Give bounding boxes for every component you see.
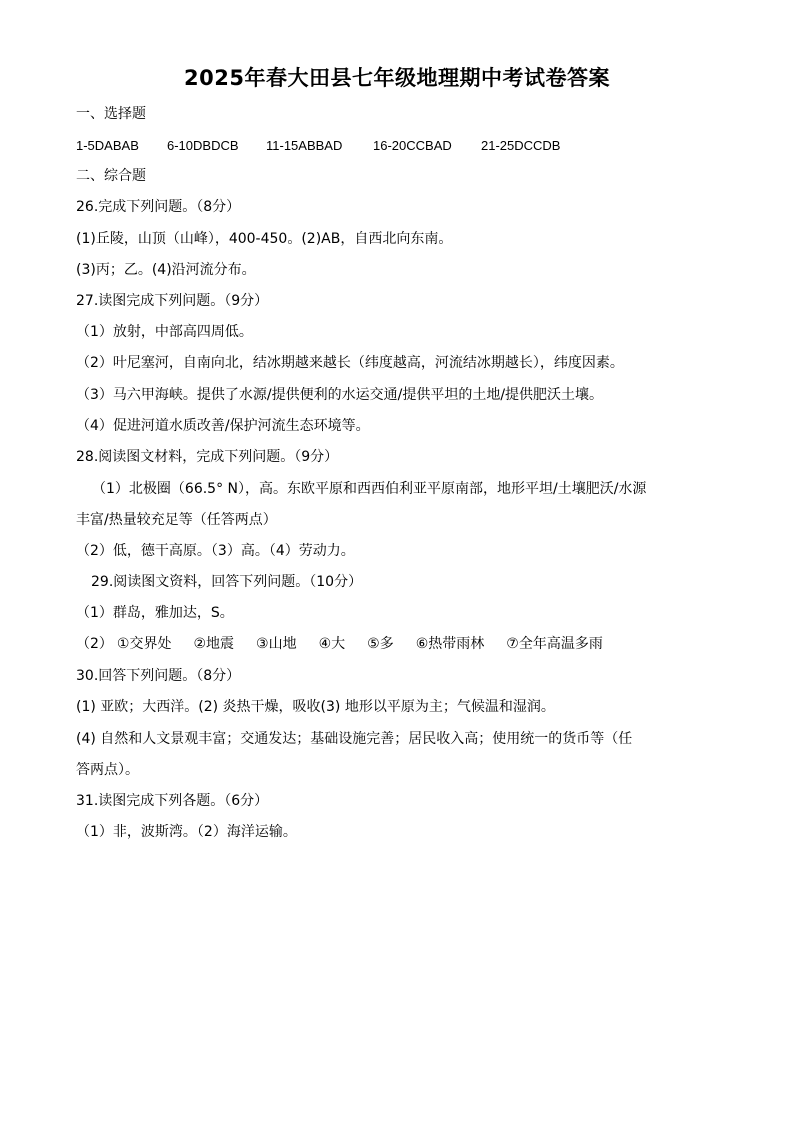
q27-answer: （2）叶尼塞河，自南向北，结冰期越来越长（纬度越高，河流结冰期越长），纬度因素。 [76, 355, 624, 371]
answer-group: 16-20CCBAD [373, 138, 452, 153]
q28-header: 28.阅读图文材料，完成下列问题。（9分） [76, 449, 339, 465]
section-heading-comprehensive: 二、综合题 [76, 168, 146, 184]
q28-answer: （1）北极圈（66.5° N），高。东欧平原和西西伯利亚平原南部，地形平坦/土壤肥沃/水源 [92, 481, 647, 497]
option-item: ④大 [318, 636, 346, 652]
option-item: ③山地 [256, 636, 297, 652]
option-item: ⑦全年高温多雨 [506, 636, 603, 652]
option-lead: （2） [76, 636, 113, 652]
q28-answer: 丰富/热量较充足等（任答两点） [76, 512, 277, 528]
q28-answer: （2）低，德干高原。（3）高。（4）劳动力。 [76, 543, 355, 559]
q27-answer: （4）促进河道水质改善/保护河流生态环境等。 [76, 418, 370, 434]
answer-group: 6-10DBDCB [167, 138, 239, 153]
q31-header: 31.读图完成下列各题。（6分） [76, 793, 269, 809]
choice-answers [76, 135, 726, 157]
q30-header: 30.回答下列问题。（8分） [76, 668, 241, 684]
option-item: ⑤多 [367, 636, 394, 652]
q31-answer: （1）非，波斯湾。（2）海洋运输。 [76, 824, 297, 840]
q30-answer: (4) 自然和人文景观丰富；交通发达；基础设施完善；居民收入高；使用统一的货币等（任 [76, 731, 633, 747]
q26-header: 26.完成下列问题。（8分） [76, 199, 241, 215]
answer-group: 21-25DCCDB [481, 138, 561, 153]
q30-answer: (1) 亚欧；大西洋。(2) 炎热干燥，吸收(3) 地形以平原为主；气候温和湿润。 [76, 699, 555, 715]
section-heading-choice: 一、选择题 [76, 106, 146, 122]
q30-answer: 答两点）。 [76, 762, 139, 778]
q29-options [76, 633, 726, 655]
q26-answer: (1)丘陵，山顶（山峰），400-450。(2)AB，自西北向东南。 [76, 231, 453, 247]
option-item: ①交界处 [116, 636, 172, 652]
q26-answer: (3)丙；乙。(4)沿河流分布。 [76, 262, 256, 278]
q27-answer: （3）马六甲海峡。提供了水源/提供便利的水运交通/提供平坦的土地/提供肥沃土壤。 [76, 387, 604, 403]
q29-header: 29.阅读图文资料，回答下列问题。（10分） [91, 574, 363, 590]
option-item: ②地震 [193, 636, 235, 652]
q27-header: 27.读图完成下列问题。（9分） [76, 293, 269, 309]
answer-group: 1-5DABAB [76, 138, 139, 153]
answer-group: 11-15ABBAD [266, 138, 343, 153]
page-title: 2025年春大田县七年级地理期中考试卷答案 [184, 66, 610, 90]
option-item: ⑥热带雨林 [415, 636, 485, 652]
q29-answer: （1）群岛，雅加达，S。 [76, 605, 234, 621]
q27-answer: （1）放射，中部高四周低。 [76, 324, 253, 340]
